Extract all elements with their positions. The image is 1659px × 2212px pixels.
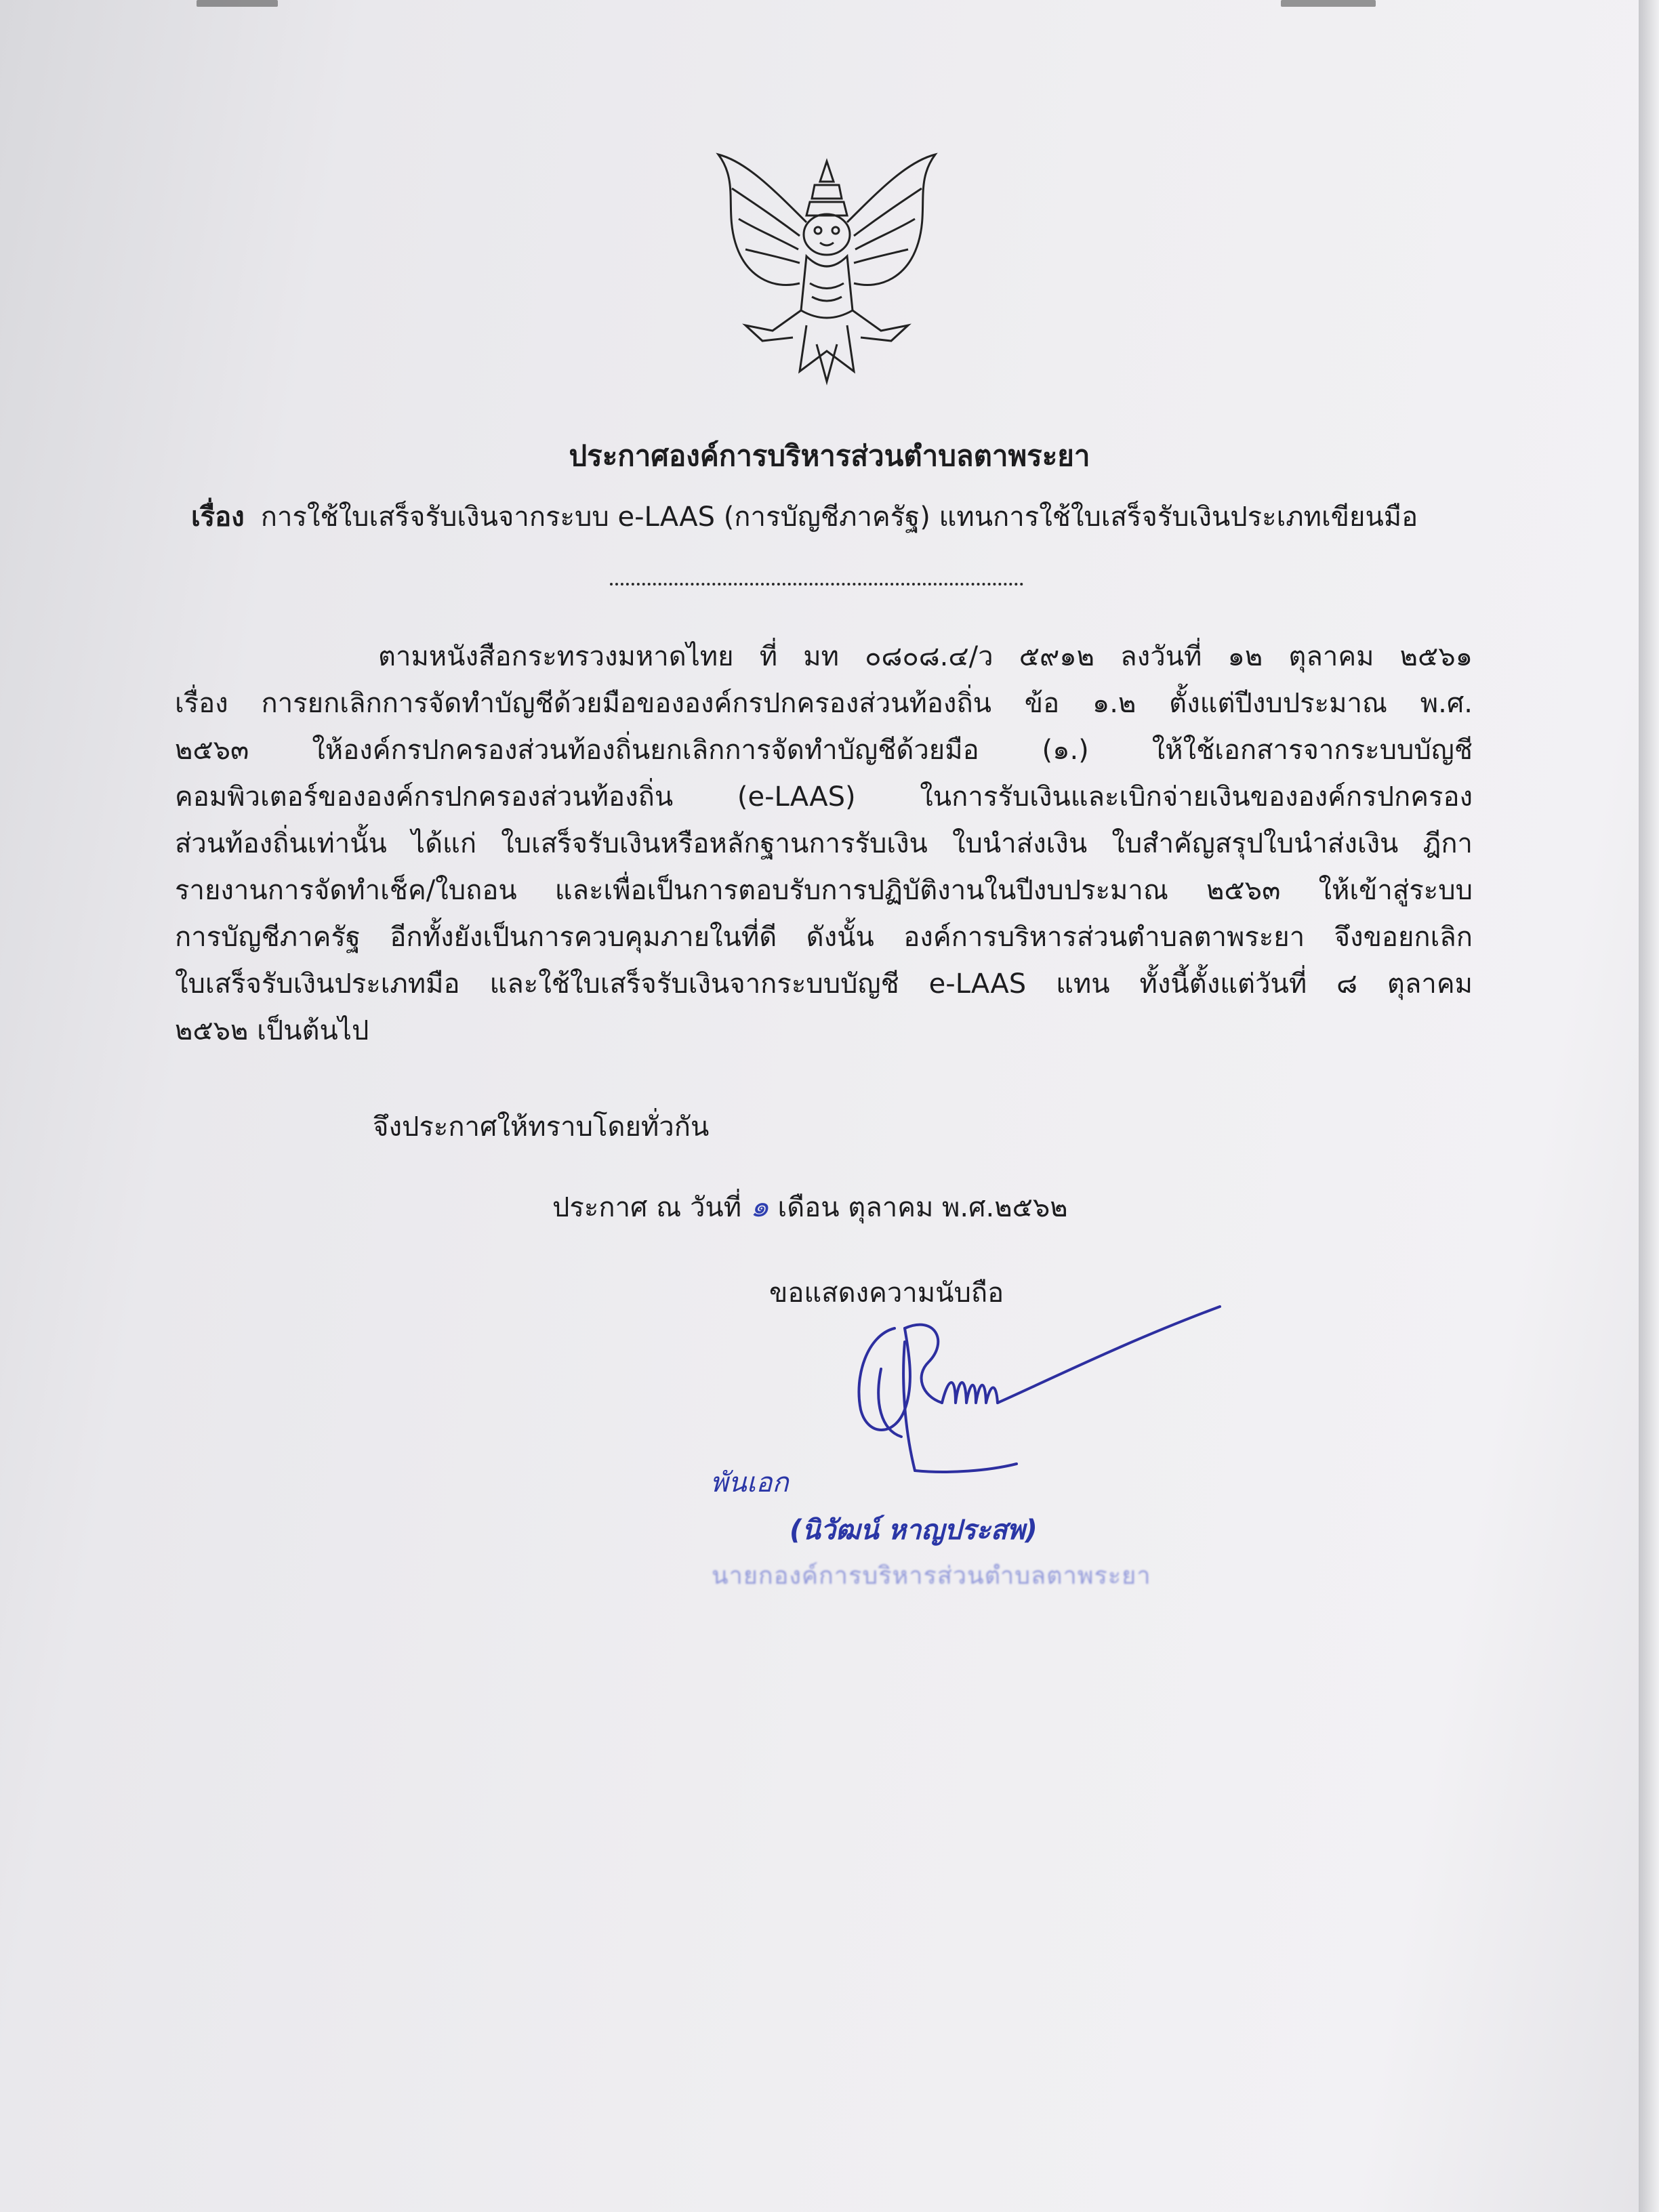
closing-regards: ขอแสดงความนับถือ [769, 1277, 1004, 1309]
body-line-3: ๒๕๖๓ ให้องค์กรปกครองส่วนท้องถิ่นยกเลิกการจัดทำบัญชีด้วยมือ (๑.) ให้ใช้เอกสารจากระบบบัญชี [175, 735, 1473, 766]
staple-mark [1281, 0, 1376, 7]
body-line-2: เรื่อง การยกเลิกการจัดทำบัญชีด้วยมือขององค์กรปกครองส่วนท้องถิ่น ข้อ ๑.๒ ตั้งแต่ปีงบประมาณ พ.ศ. [175, 688, 1473, 719]
body-line-6: รายงานการจัดทำเช็ค/ใบถอน และเพื่อเป็นการตอบรับการปฏิบัติงานในปีงบประมาณ ๒๕๖๓ ให้เข้าสู่ระบบ [175, 875, 1473, 906]
signer-rank: พันเอก [710, 1467, 789, 1498]
subject-label: เรื่อง [191, 501, 245, 533]
date-line [552, 1183, 1068, 1230]
body-line-9: ๒๕๖๒ เป็นต้นไป [175, 1015, 369, 1046]
under-page-edge [1639, 0, 1659, 2212]
signer-position-stamp: นายกองค์การบริหารส่วนตำบลตาพระยา [712, 1562, 1151, 1590]
date-prefix: ประกาศ ณ วันที่ [552, 1192, 742, 1223]
body-line-1: ตามหนังสือกระทรวงมหาดไทย ที่ มท ๐๘๐๘.๔/ว ๕๙๑๒ ลงวันที่ ๑๒ ตุลาคม ๒๕๖๑ [378, 641, 1473, 672]
date-day-handwritten: ๑ [750, 1189, 769, 1224]
body-line-4: คอมพิวเตอร์ขององค์กรปกครองส่วนท้องถิ่น (e-LAAS) ในการรับเงินและเบิกจ่ายเงินขององค์กรปกครอง [175, 781, 1473, 813]
body-line-5: ส่วนท้องถิ่นเท่านั้น ได้แก่ ใบเสร็จรับเงินหรือหลักฐานการรับเงิน ใบนำส่งเงิน ใบสำคัญสรุปใบนำส่งเงิน ฎีกา [175, 828, 1473, 859]
date-suffix: เดือน ตุลาคม พ.ศ.๒๕๖๒ [777, 1192, 1068, 1223]
staple-mark [197, 0, 278, 7]
handwritten-signature-icon [840, 1301, 1247, 1511]
body-line-7: การบัญชีภาครัฐ อีกทั้งยังเป็นการควบคุมภายในที่ดี ดังนั้น องค์การบริหารส่วนตำบลตาพระยา จึงขอยกเลิก [175, 922, 1473, 953]
separator-dots [610, 583, 1023, 586]
body-line-8: ใบเสร็จรับเงินประเภทมือ และใช้ใบเสร็จรับเงินจากระบบบัญชี e-LAAS แทน ทั้งนี้ตั้งแต่วันที่ ๘ ตุลาคม [175, 968, 1473, 1000]
announcement-line: จึงประกาศให้ทราบโดยทั่วกัน [373, 1111, 710, 1143]
subject-text: การใช้ใบเสร็จรับเงินจากระบบ e-LAAS (การบัญชีภาครัฐ) แทนการใช้ใบเสร็จรับเงินประเภทเขียนมือ [260, 501, 1418, 533]
garuda-emblem-icon [698, 148, 956, 392]
signer-name: (นิวัฒน์ หาญประสพ) [790, 1515, 1038, 1546]
subject-line [191, 495, 1547, 538]
document-title: ประกาศองค์การบริหารส่วนตำบลตาพระยา [569, 439, 1090, 472]
